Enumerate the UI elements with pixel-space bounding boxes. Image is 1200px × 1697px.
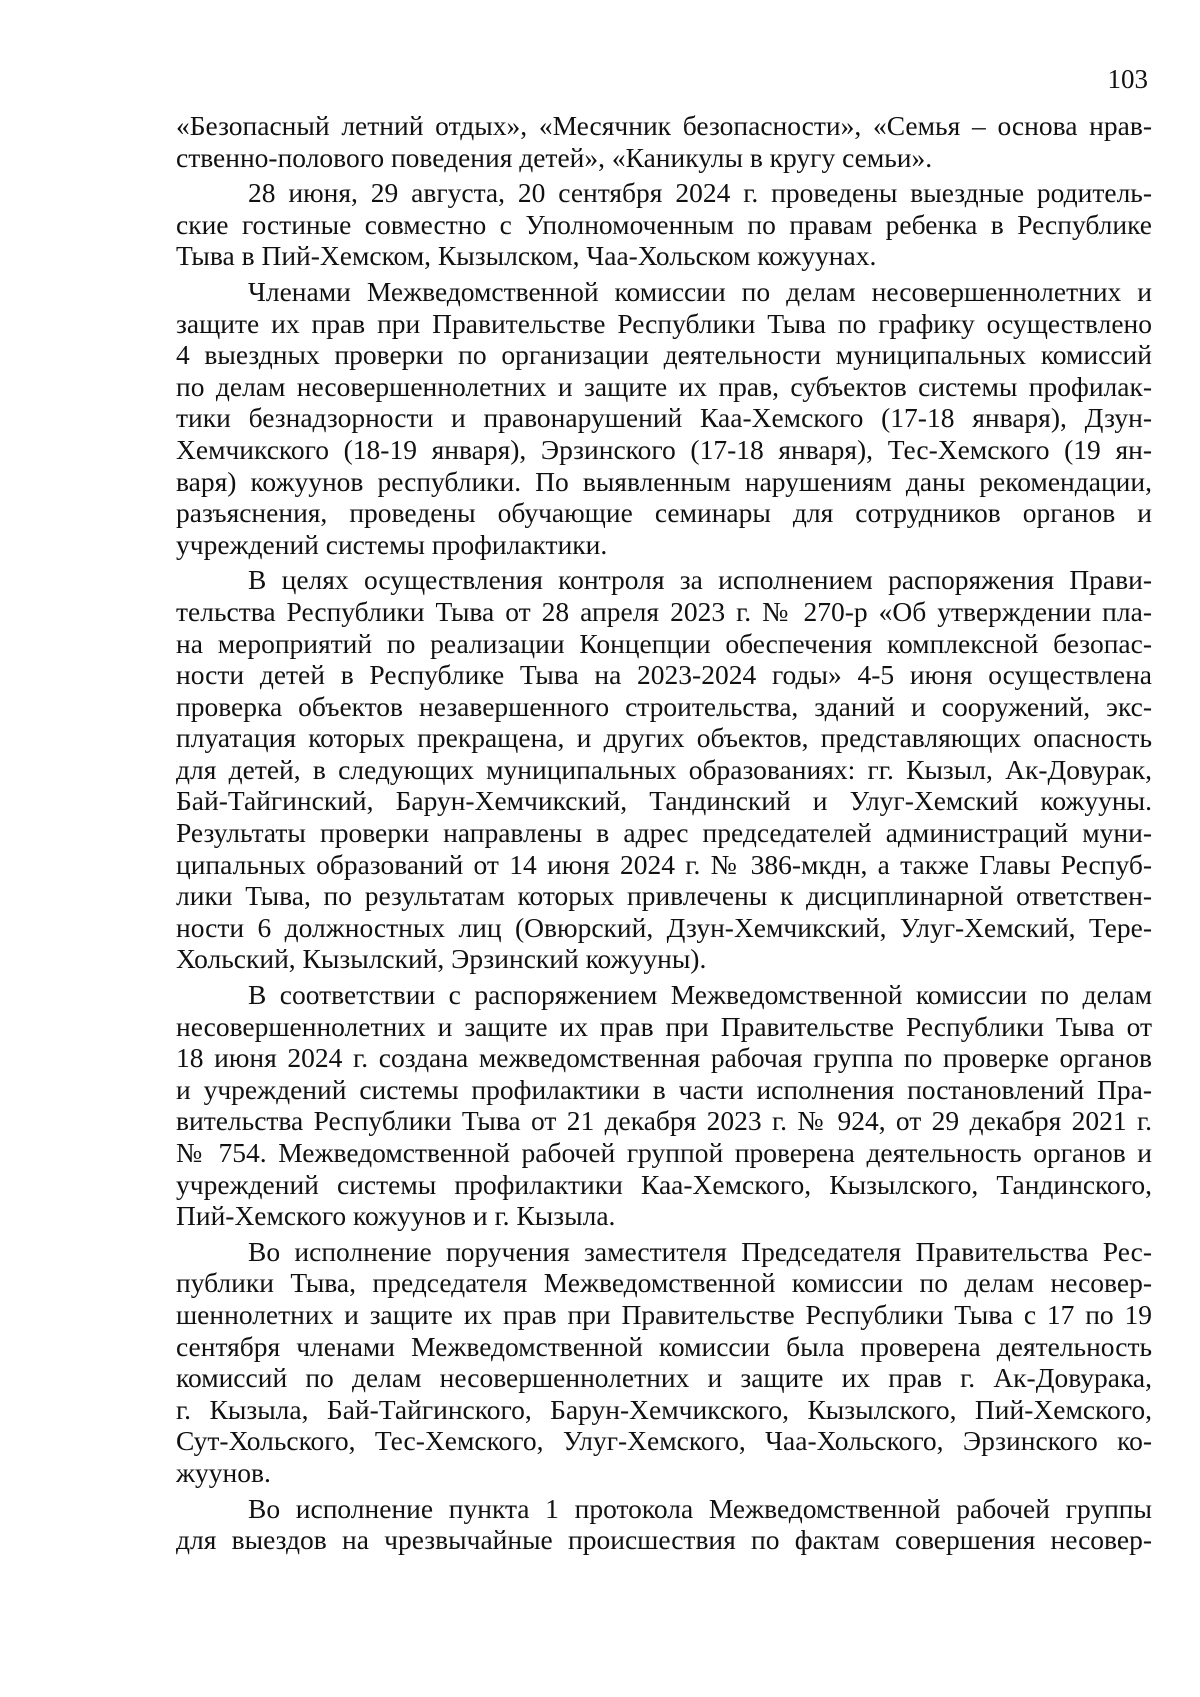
text-line: ности детей в Республике Тыва на 2023-2024 годы» 4-5 июня осуществлена [176, 659, 1152, 691]
text-line: Пий-Хемского кожуунов и г. Кызыла. [176, 1200, 616, 1232]
text-line: 18 июня 2024 г. создана межведомственная рабочая группа по проверке органов [176, 1042, 1152, 1074]
text-line: Во исполнение поручения заместителя Председателя Правительства Рес- [248, 1235, 1152, 1267]
text-line: комиссий по делам несовершеннолетних и защите их прав г. Ак-Довурака, [176, 1362, 1152, 1394]
text-line: шеннолетних и защите их прав при Правительстве Республики Тыва с 17 по 19 [176, 1298, 1152, 1330]
page-number: 103 [1107, 64, 1148, 94]
text-line: вительства Республики Тыва от 21 декабря 2023 г. № 924, от 29 декабря 2021 г. [176, 1105, 1152, 1137]
text-line: № 754. Межведомственной рабочей группой проверена деятельность органов и [176, 1137, 1152, 1168]
text-line: плуатация которых прекращена, и других объектов, представляющих опасность [176, 722, 1152, 754]
text-line: сентября членами Межведомственной комиссии была проверена деятельность [176, 1330, 1152, 1362]
paragraph [176, 177, 1152, 272]
text-line: проверка объектов незавершенного строительства, зданий и сооружений, экс- [176, 690, 1152, 722]
text-line: публики Тыва, председателя Межведомственной комиссии по делам несовер- [176, 1267, 1152, 1299]
text-line: г. Кызыла, Бай-Тайгинского, Барун-Хемчикского, Кызылского, Пий-Хемского, [176, 1393, 1152, 1425]
text-line: для детей, в следующих муниципальных образованиях: гг. Кызыл, Ак-Довурак, [176, 753, 1152, 785]
text-line: тельства Республики Тыва от 28 апреля 2023 г. № 270-р «Об утверждении пла- [176, 595, 1152, 627]
text-line: лики Тыва, по результатам которых привлечены к дисциплинарной ответствен- [176, 880, 1152, 912]
text-line: защите их прав при Правительстве Республики Тыва по графику осуществлено [176, 307, 1152, 339]
text-line: Сут-Хольского, Тес-Хемского, Улуг-Хемского, Чаа-Хольского, Эрзинского ко- [176, 1425, 1152, 1457]
paragraph [176, 1236, 1152, 1489]
text-line: Во исполнение пункта 1 протокола Межведомственной рабочей группы [248, 1492, 1152, 1524]
text-line: ципальных образований от 14 июня 2024 г. № 386-мкдн, а также Главы Респуб- [176, 848, 1152, 880]
paragraph [176, 564, 1152, 975]
text-line: и учреждений системы профилактики в части исполнения постановлений Пра- [176, 1073, 1152, 1105]
text-line: 28 июня, 29 августа, 20 сентября 2024 г. проведены выездные родитель- [248, 177, 1152, 209]
text-line: разъяснения, проведены обучающие семинары для сотрудников органов и [176, 497, 1152, 529]
text-line: на мероприятий по реализации Концепции обеспечения комплексной безопас- [176, 627, 1152, 659]
paragraph [176, 276, 1152, 560]
text-line: 4 выездных проверки по организации деятельности муниципальных комиссий [176, 339, 1152, 371]
text-line: Результаты проверки направлены в адрес председателей администраций муни- [176, 817, 1152, 849]
text-line: В целях осуществления контроля за исполнением распоряжения Прави- [248, 564, 1152, 596]
text-line: Хемчикского (18-19 января), Эрзинского (17-18 января), Тес-Хемского (19 ян- [176, 433, 1152, 465]
paragraph [176, 979, 1152, 1232]
text-line: ности 6 должностных лиц (Овюрский, Дзун-Хемчикский, Улуг-Хемский, Тере- [176, 911, 1152, 943]
text-line: учреждений системы профилактики Каа-Хемского, Кызылского, Тандинского, [176, 1168, 1152, 1200]
text-line: тики безнадзорности и правонарушений Каа-Хемского (17-18 января), Дзун- [176, 402, 1152, 434]
text-line: для выездов на чрезвычайные происшествия по фактам совершения несовер- [176, 1524, 1152, 1556]
text-line: жуунов. [176, 1456, 271, 1488]
text-line: варя) кожуунов республики. По выявленным нарушениям даны рекомендации, [176, 465, 1152, 497]
text-line: В соответствии с распоряжением Межведомственной комиссии по делам [248, 979, 1152, 1011]
text-line: Тыва в Пий-Хемском, Кызылском, Чаа-Хольском кожуунах. [176, 240, 877, 272]
text-line: ские гостиные совместно с Уполномоченным по правам ребенка в Республике [176, 208, 1152, 240]
text-line: Бай-Тайгинский, Барун-Хемчикский, Тандинский и Улуг-Хемский кожууны. [176, 785, 1152, 817]
paragraph [176, 1493, 1152, 1556]
text-line: учреждений системы профилактики. [176, 528, 608, 560]
text-line: по делам несовершеннолетних и защите их прав, субъектов системы профилак- [176, 370, 1152, 402]
text-line: «Безопасный летний отдых», «Месячник безопасности», «Семья – основа нрав- [176, 110, 1152, 141]
text-line: Членами Межведомственной комиссии по делам несовершеннолетних и [248, 275, 1152, 307]
text-line: ственно-полового поведения детей», «Каникулы в кругу семьи». [176, 141, 933, 173]
document-body [176, 110, 1152, 1556]
paragraph [176, 110, 1152, 173]
text-line: Хольский, Кызылский, Эрзинский кожууны). [176, 943, 707, 975]
text-line: несовершеннолетних и защите их прав при Правительстве Республики Тыва от [176, 1010, 1152, 1042]
